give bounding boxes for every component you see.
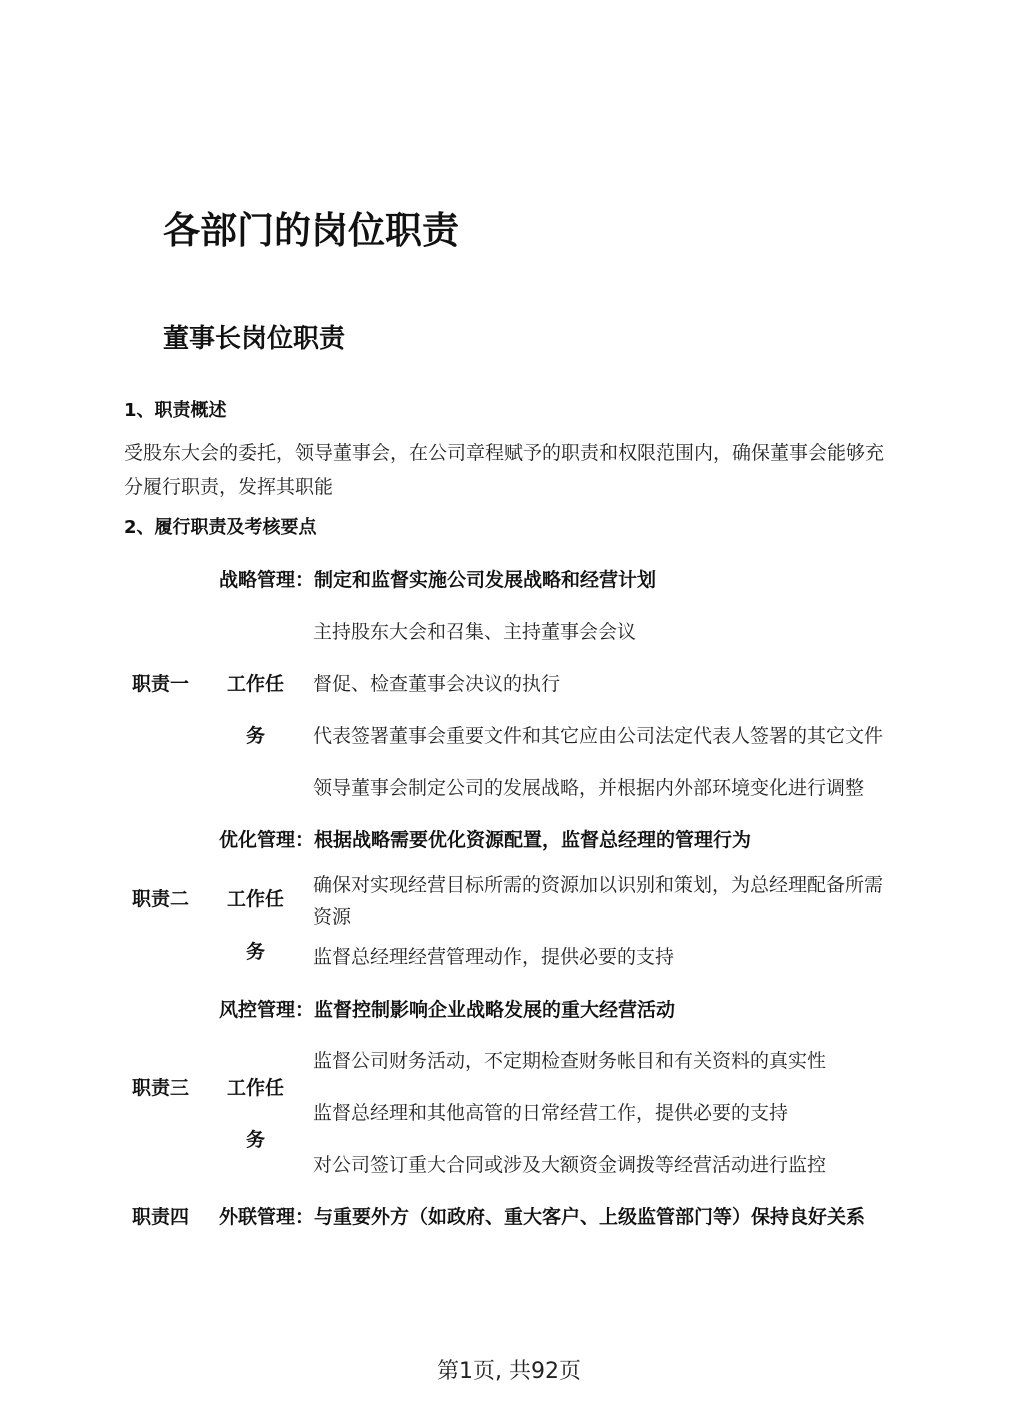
overview-line-1: 受股东大会的委托，领导董事会，在公司章程赋予的职责和权限范围内，确保董事会能够充 [124,442,885,464]
duty3-label: 职责三 [132,1077,190,1099]
duty2-task-label-1: 工作任 [227,888,285,910]
duty1-label: 职责一 [132,673,190,695]
duty2-label: 职责二 [132,888,190,910]
duty4-label: 职责四 [132,1206,190,1228]
duty1-task-1: 主持股东大会和召集、主持董事会会议 [313,621,637,643]
duty2-task-2: 监督总经理经营管理动作，提供必要的支持 [313,946,675,968]
page-title: 各部门的岗位职责 [163,208,459,252]
overview-line-2: 分履行职责，发挥其职能 [124,476,334,498]
duty1-task-4: 领导董事会制定公司的发展战略，并根据内外部环境变化进行调整 [313,777,865,799]
duty3-task-1: 监督公司财务活动，不定期检查财务帐目和有关资料的真实性 [313,1050,827,1072]
duty3-task-label-1: 工作任 [227,1077,285,1099]
duty1-task-3: 代表签署董事会重要文件和其它应由公司法定代表人签署的其它文件 [313,725,884,747]
section1-heading: 1、职责概述 [124,400,227,421]
duty2-task-1-line-2: 资源 [313,906,352,928]
duty3-task-label-2: 务 [246,1129,266,1151]
duty1-task-label-2: 务 [246,725,266,747]
duty3-header: 风控管理：监督控制影响企业战略发展的重大经营活动 [219,999,676,1021]
duty1-header: 战略管理：制定和监督实施公司发展战略和经营计划 [219,569,657,591]
duty2-task-label-2: 务 [246,941,266,963]
duty3-task-3: 对公司签订重大合同或涉及大额资金调拨等经营活动进行监控 [313,1154,827,1176]
duty2-task-1-line-1: 确保对实现经营目标所需的资源加以识别和策划，为总经理配备所需 [313,874,884,896]
section-title: 董事长岗位职责 [163,324,346,354]
section2-heading: 2、履行职责及考核要点 [124,517,317,538]
duty1-task-2: 督促、检查董事会决议的执行 [313,673,561,695]
page-footer: 第1页, 共92页 [437,1359,581,1384]
duty1-task-label-1: 工作任 [227,673,285,695]
duty3-task-2: 监督总经理和其他高管的日常经营工作，提供必要的支持 [313,1102,789,1124]
duty2-header: 优化管理：根据战略需要优化资源配置，监督总经理的管理行为 [219,829,752,851]
duty4-header: 外联管理：与重要外方（如政府、重大客户、上级监管部门等）保持良好关系 [219,1206,866,1228]
